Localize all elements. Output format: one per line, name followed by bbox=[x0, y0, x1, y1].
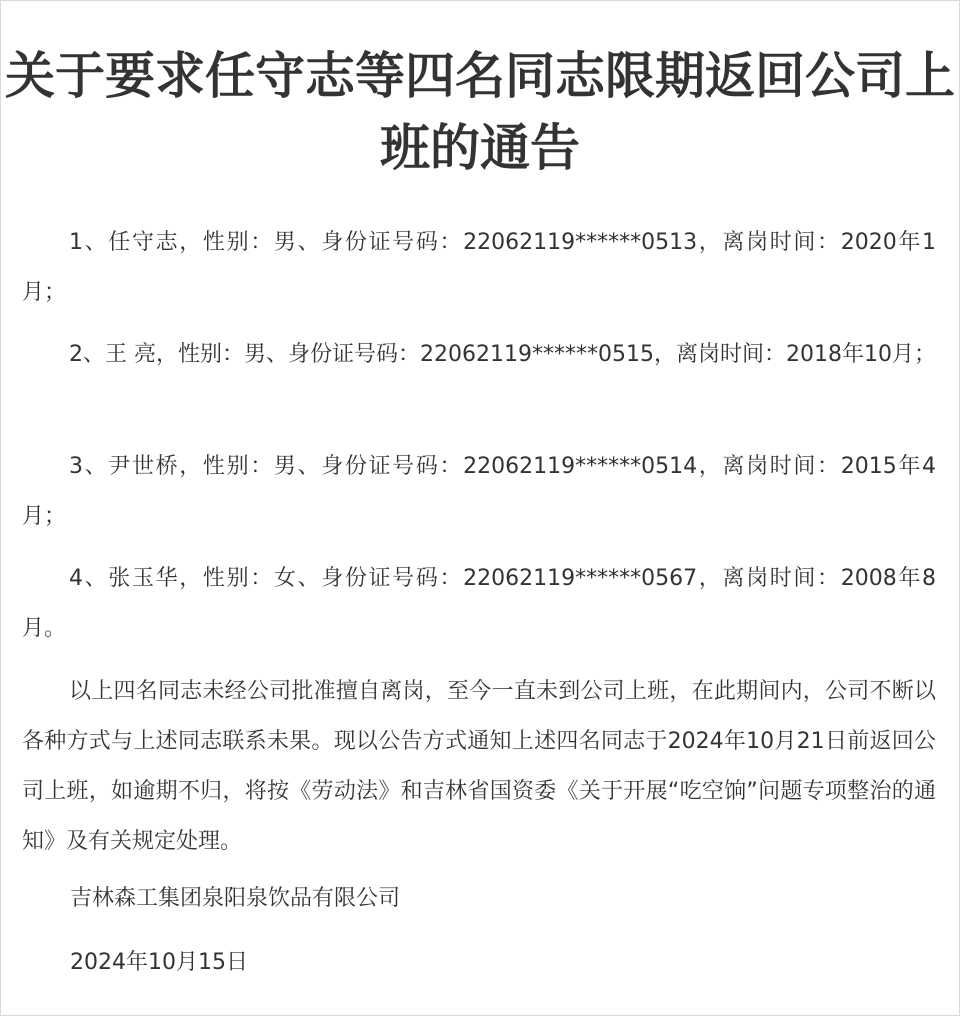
issue-date: 2024年10月15日 bbox=[70, 950, 248, 975]
notice-body: 以上四名同志未经公司批准擅自离岗，至今一直未到公司上班，在此期间内，公司不断以各种方式与上述同志联系未果。现以公告方式通知上述四名同志于2024年10月21日前返回公司上班，如逾期不归，将按《劳动法》和吉林省国资委《关于开展“吃空饷”问题专项整治的通知》及有关规定处理。 bbox=[22, 679, 936, 854]
notice-title: 关于要求任守志等四名同志限期返回公司上班的通告 bbox=[5, 47, 955, 177]
issuer-company: 吉林森工集团泉阳泉饮品有限公司 bbox=[70, 886, 401, 911]
person-item-4: 4、张玉华，性别：女、身份证号码：22062119******0567，离岗时间：2008年8月。 bbox=[22, 566, 936, 641]
person-item-3: 3、尹世桥，性别：男、身份证号码：22062119******0514，离岗时间：2015年4月； bbox=[22, 454, 936, 529]
person-item-1: 1、任守志，性别：男、身份证号码：22062119******0513，离岗时间：2020年1月； bbox=[22, 230, 936, 305]
person-item-2: 2、王 亮，性别：男、身份证号码：22062119******0515，离岗时间：2018年10月； bbox=[69, 342, 936, 367]
